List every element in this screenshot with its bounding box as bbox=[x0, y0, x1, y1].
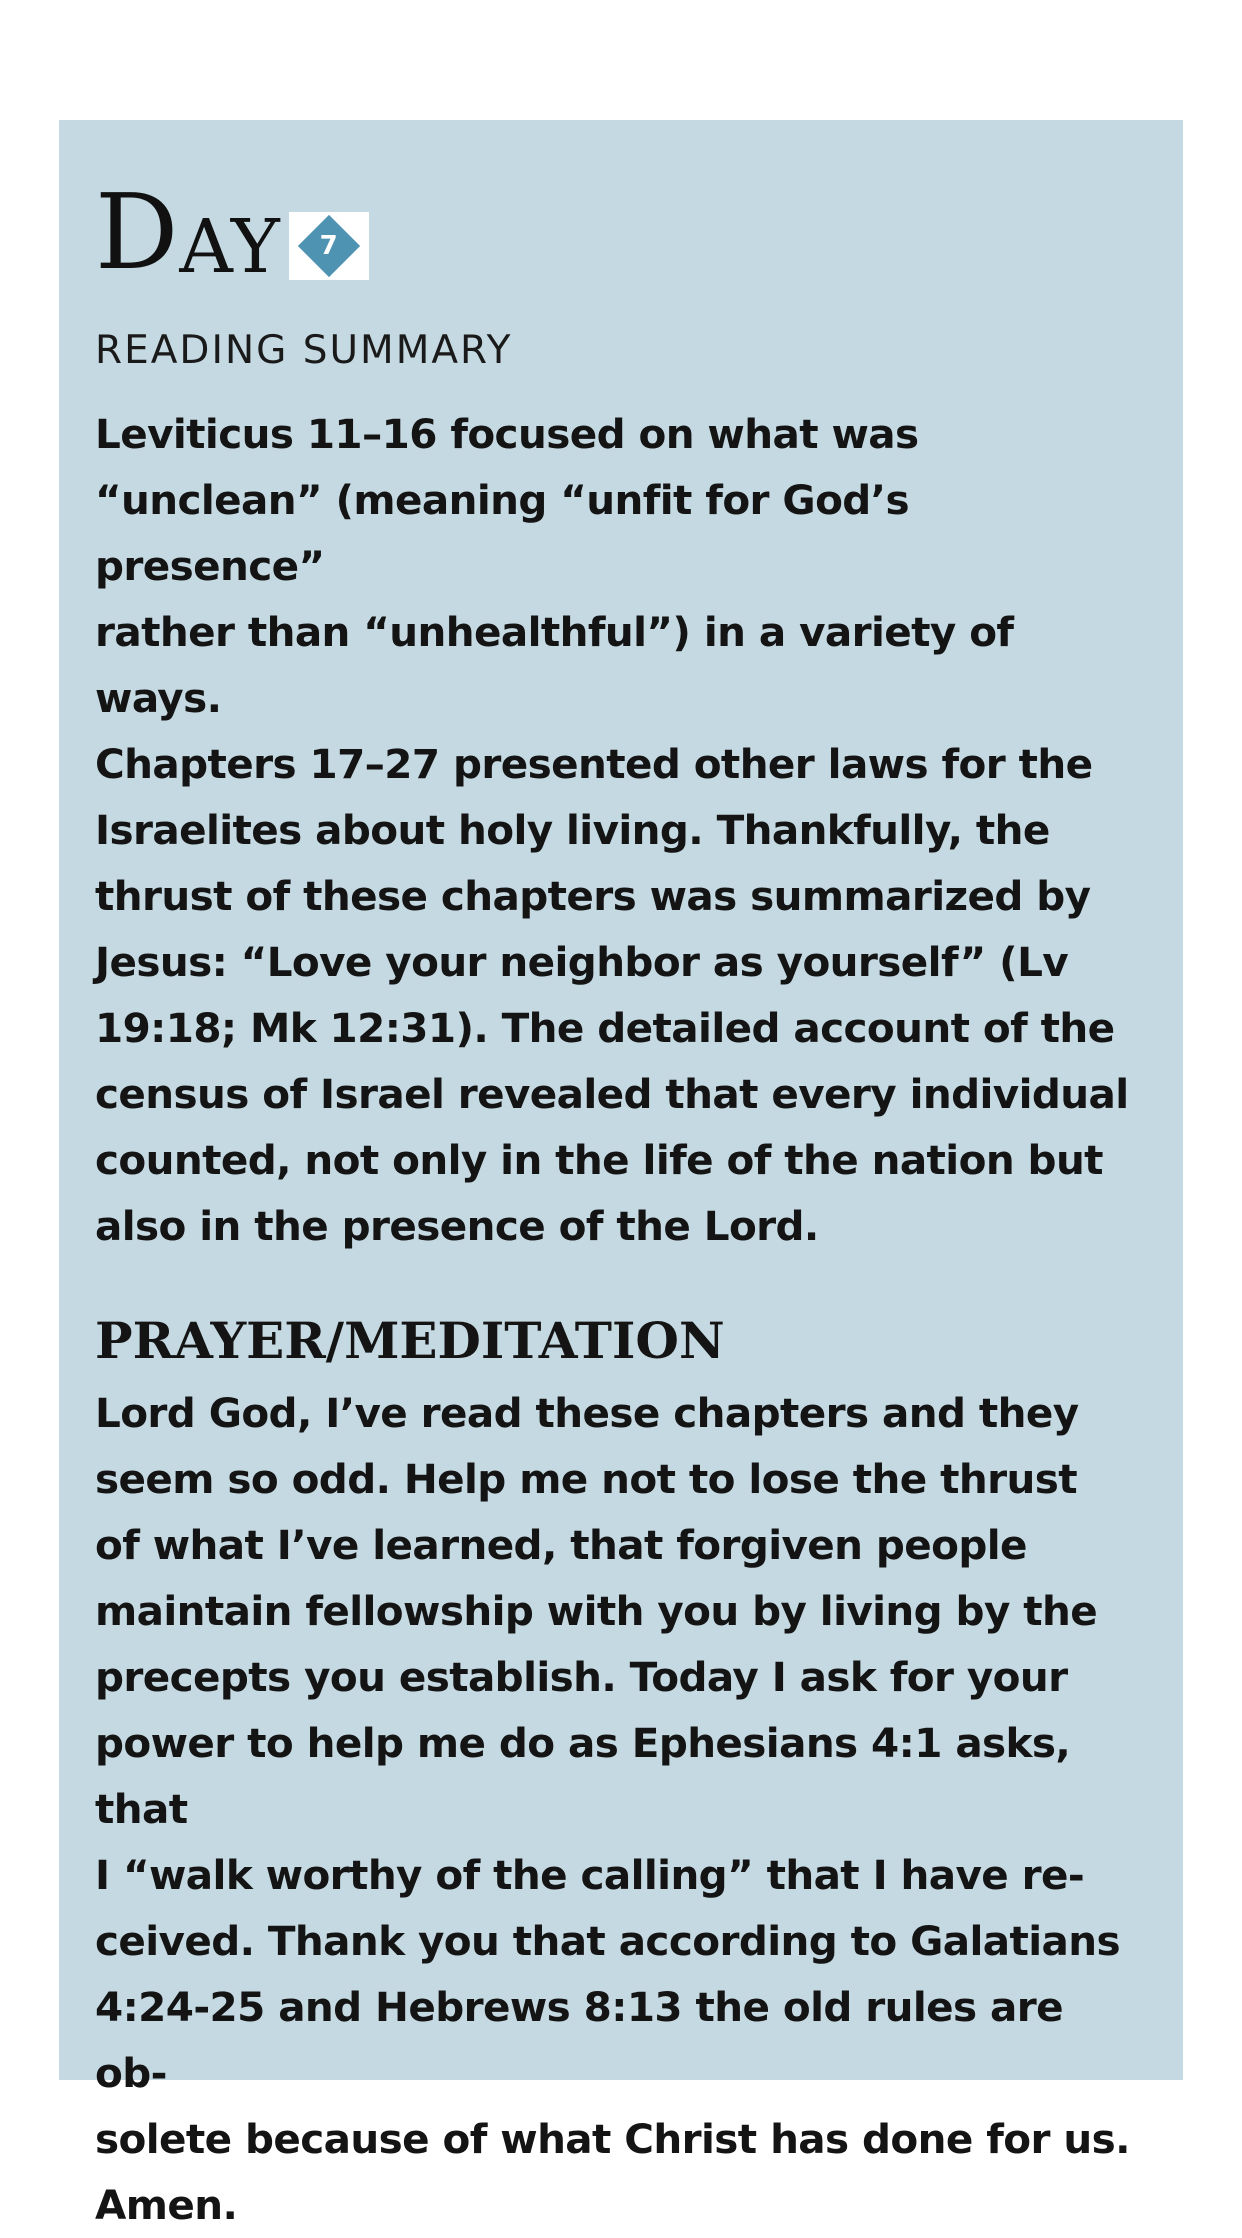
prayer-line: precepts you establish. Today I ask for your bbox=[95, 1652, 1068, 1701]
summary-line: Leviticus 11–16 focused on what was bbox=[95, 409, 919, 458]
prayer-text bbox=[95, 1380, 1147, 2238]
prayer-line: of what I’ve learned, that forgiven people bbox=[95, 1520, 1027, 1569]
prayer-line: Amen. bbox=[95, 2180, 238, 2229]
day-word-initial: D bbox=[95, 171, 180, 293]
summary-line: rather than “unhealthful”) in a variety of ways. bbox=[95, 607, 1014, 722]
prayer-line: 4:24-25 and Hebrews 8:13 the old rules are ob- bbox=[95, 1982, 1063, 2097]
prayer-line: maintain fellowship with you by living by the bbox=[95, 1586, 1098, 1635]
day-word-rest: AY bbox=[179, 204, 281, 290]
prayer-line: ceived. Thank you that according to Galatians bbox=[95, 1916, 1121, 1965]
summary-line: counted, not only in the life of the nation but bbox=[95, 1135, 1103, 1184]
prayer-meditation-heading: PRAYER/MEDITATION bbox=[95, 1310, 725, 1370]
reading-summary-text bbox=[95, 401, 1147, 1259]
summary-line: Chapters 17–27 presented other laws for the bbox=[95, 739, 1093, 788]
summary-line: 19:18; Mk 12:31). The detailed account of the bbox=[95, 1003, 1115, 1052]
reading-summary-label: READING SUMMARY bbox=[95, 328, 513, 373]
summary-line: also in the presence of the Lord. bbox=[95, 1201, 819, 1250]
day-heading bbox=[95, 171, 1147, 293]
summary-line: Jesus: “Love your neighbor as yourself” (Lv bbox=[95, 937, 1069, 986]
prayer-line: I “walk worthy of the calling” that I have re- bbox=[95, 1850, 1085, 1899]
prayer-line: Lord God, I’ve read these chapters and they bbox=[95, 1388, 1079, 1437]
prayer-line: solete because of what Christ has done for us. bbox=[95, 2114, 1130, 2163]
summary-line: “unclean” (meaning “unfit for God’s presence” bbox=[95, 475, 909, 590]
day-panel bbox=[59, 120, 1183, 2229]
day-number-badge bbox=[289, 212, 369, 280]
summary-line: thrust of these chapters was summarized by bbox=[95, 871, 1091, 920]
prayer-line: power to help me do as Ephesians 4:1 asks, that bbox=[95, 1718, 1071, 1833]
summary-line: census of Israel revealed that every individual bbox=[95, 1069, 1129, 1118]
prayer-line: seem so odd. Help me not to lose the thrust bbox=[95, 1454, 1077, 1503]
summary-line: Israelites about holy living. Thankfully, the bbox=[95, 805, 1050, 854]
day-number: 7 bbox=[319, 231, 338, 261]
